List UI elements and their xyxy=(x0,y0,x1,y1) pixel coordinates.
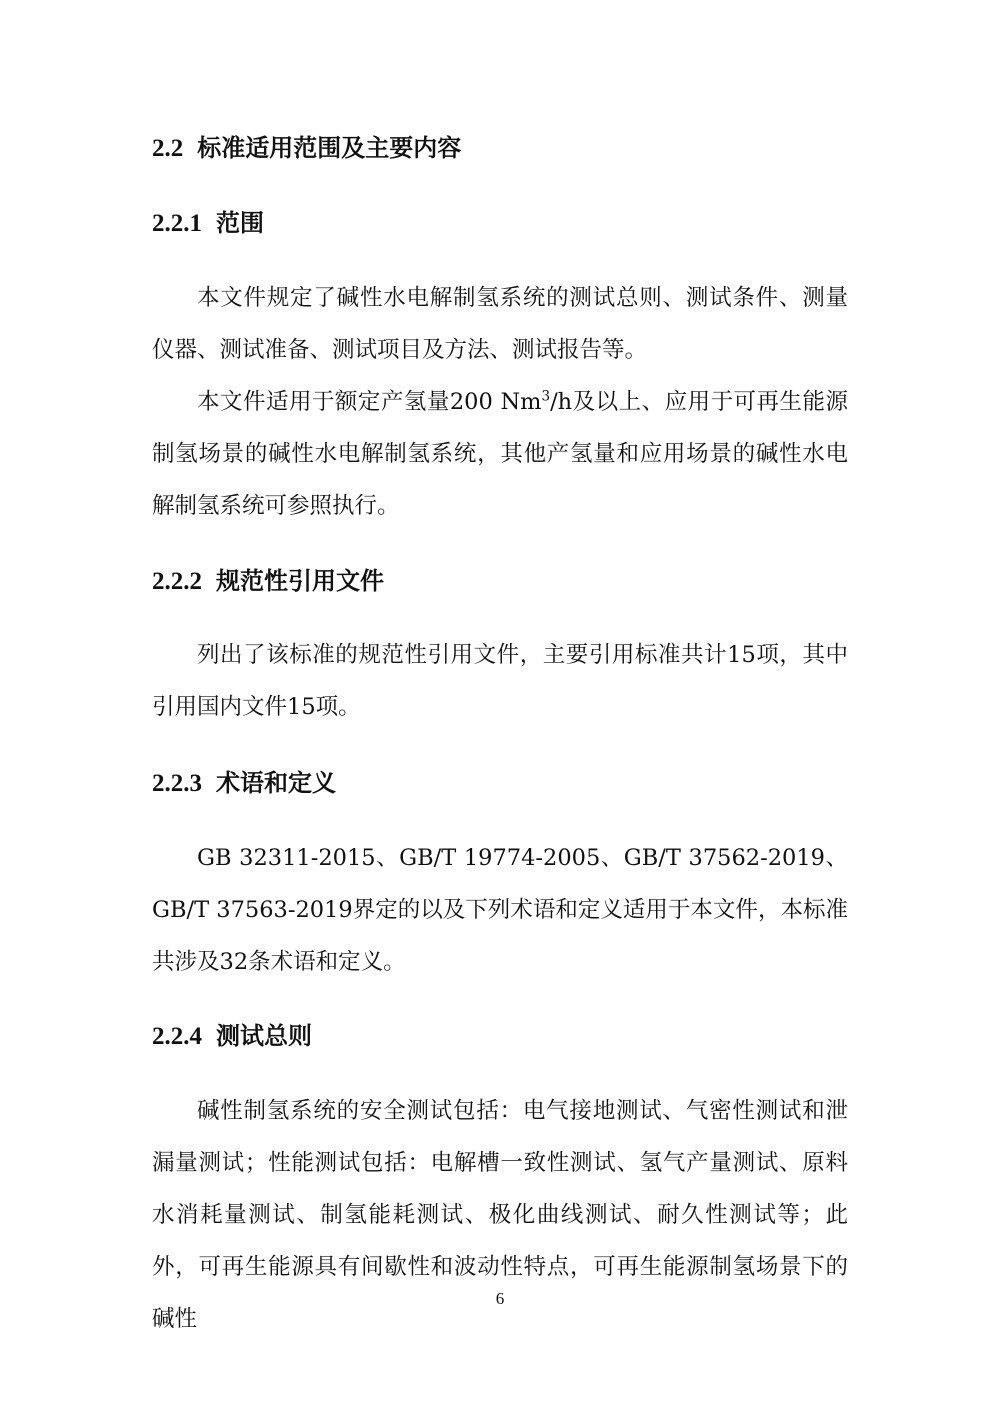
section-title: 术语和定义 xyxy=(216,768,336,797)
section-title: 标准适用范围及主要内容 xyxy=(197,133,462,162)
section-number: 2.2.1 xyxy=(152,210,202,237)
section-number: 2.2.4 xyxy=(152,1023,202,1050)
section-title: 范围 xyxy=(216,208,264,237)
page-number: 6 xyxy=(495,1289,505,1308)
paragraph-general: 碱性制氢系统的安全测试包括：电气接地测试、气密性测试和泄漏量测试；性能测试包括：电解槽一致性测试、氢气产量测试、原料水消耗量测试、制氢能耗测试、极化曲线测试、耐久性测试等；此外，可再生能源具有间歇性和波动性特点，可再生能源制氢场景下的碱性 xyxy=(152,1098,848,1332)
paragraph-terms: GB 32311-2015、GB/T 19774-2005、GB/T 37562-2019、GB/T 37563-2019界定的以及下列术语和定义适用于本文件，本标准共涉及32条术语和定义。 xyxy=(152,845,848,975)
section-title: 规范性引用文件 xyxy=(216,566,384,595)
paragraph-scope-2: 本文件适用于额定产氢量200 Nm$^3$/h及以上、应用于可再生能源制氢场景的碱性水电解制氢系统，其他产氢量和应用场景的碱性水电解制氢系统可参照执行。 xyxy=(152,388,849,519)
section-number: 2.2.3 xyxy=(152,770,202,797)
section-number: 2.2 xyxy=(152,135,184,162)
paragraph-scope-1: 本文件规定了碱性水电解制氢系统的测试总则、测试条件、测量仪器、测试准备、测试项目及方法、测试报告等。 xyxy=(152,285,848,363)
section-heading-2-2-4 xyxy=(152,1021,312,1052)
section-number: 2.2.2 xyxy=(152,568,202,595)
section-title: 测试总则 xyxy=(216,1021,312,1050)
section-heading-2-2-2 xyxy=(152,566,384,597)
section-heading-2-2 xyxy=(152,133,461,164)
section-heading-2-2-1 xyxy=(152,208,264,239)
section-heading-2-2-3 xyxy=(152,768,336,799)
paragraph-references: 列出了该标准的规范性引用文件，主要引用标准共计15项，其中引用国内文件15项。 xyxy=(152,642,848,720)
